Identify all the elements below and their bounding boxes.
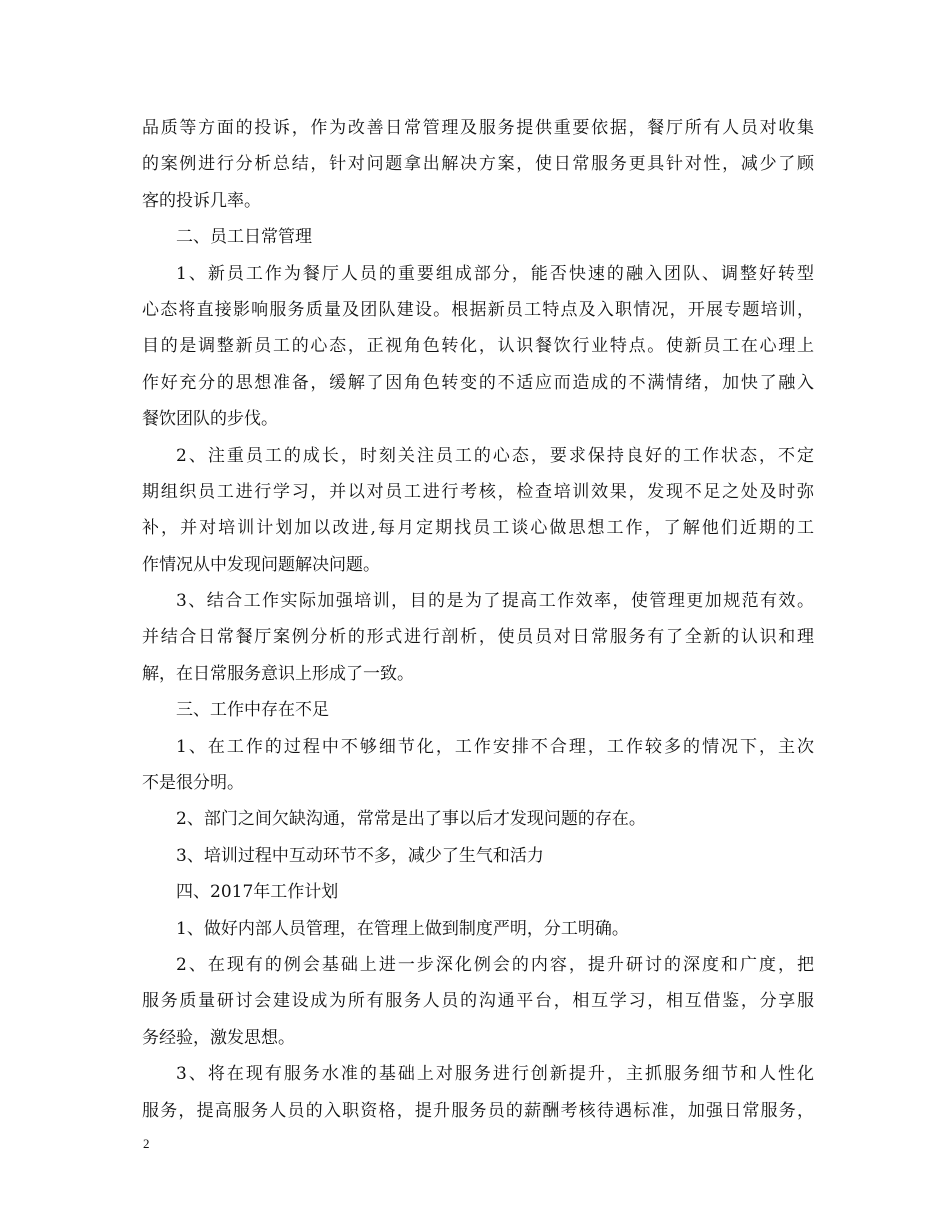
paragraph-line: 务经验，激发思想。 [142,1027,295,1048]
paragraph-line: 服务，提高服务人员的入职资格，提升服务员的薪酬考核待遇标准，加强日常服务， [142,1100,814,1121]
paragraph-line: 品质等方面的投诉，作为改善日常管理及服务提供重要依据，餐厅所有人员对收集 [142,118,814,138]
page-number: 2 [143,1136,150,1151]
paragraph-line: 客的投诉几率。 [142,190,261,211]
paragraph-line: 1、做好内部人员管理，在管理上做到制度严明，分工明确。 [176,918,629,939]
document-body [142,110,814,1129]
paragraph-line: 目的是调整新员工的心态，正视角色转化，认识餐饮行业特点。使新员工在心理上 [142,336,814,357]
paragraph-line: 餐饮团队的步伐。 [142,409,278,430]
paragraph-line: 2、注重员工的成长，时刻关注员工的心态，要求保持良好的工作状态，不定 [176,445,814,466]
paragraph-line: 3、结合工作实际加强培训，目的是为了提高工作效率，使管理更加规范有效。 [176,591,814,612]
paragraph-line: 不是很分明。 [142,773,244,794]
paragraph-line: 2、部门之间欠缺沟通，常常是出了事以后才发现问题的存在。 [176,809,646,830]
paragraph-line: 的案例进行分析总结，针对问题拿出解决方案，使日常服务更具针对性，减少了顾 [142,154,814,175]
paragraph-line: 并结合日常餐厅案例分析的形式进行剖析，使员员对日常服务有了全新的认识和理 [142,627,814,648]
section-heading: 四、2017年工作计划 [176,882,339,903]
section-heading: 三、工作中存在不足 [176,700,329,721]
paragraph-line: 期组织员工进行学习，并以对员工进行考核，检查培训效果，发现不足之处及时弥 [142,481,814,502]
paragraph-line: 2、在现有的例会基础上进一步深化例会的内容，提升研讨的深度和广度，把 [176,954,814,975]
paragraph-line: 解，在日常服务意识上形成了一致。 [142,663,414,684]
paragraph-line: 3、培训过程中互动环节不多，减少了生气和活力 [176,845,544,866]
paragraph-line: 作情况从中发现问题解决问题。 [142,554,380,575]
paragraph-line: 3、将在现有服务水准的基础上对服务进行创新提升，主抓服务细节和人性化 [176,1064,814,1085]
paragraph-line: 作好充分的思想准备，缓解了因角色转变的不适应而造成的不满情绪，加快了融入 [142,372,814,393]
section-heading: 二、员工日常管理 [176,227,312,248]
paragraph-line: 1、在工作的过程中不够细节化，工作安排不合理，工作较多的情况下，主次 [176,736,814,757]
paragraph-line: 心态将直接影响服务质量及团队建设。根据新员工特点及入职情况，开展专题培训， [142,299,814,320]
paragraph-line: 1、新员工作为餐厅人员的重要组成部分，能否快速的融入团队、调整好转型 [176,263,814,284]
paragraph-line: 服务质量研讨会建设成为所有服务人员的沟通平台，相互学习，相互借鉴，分享服 [142,991,814,1012]
paragraph-line: 补，并对培训计划加以改进,每月定期找员工谈心做思想工作，了解他们近期的工 [142,518,814,539]
